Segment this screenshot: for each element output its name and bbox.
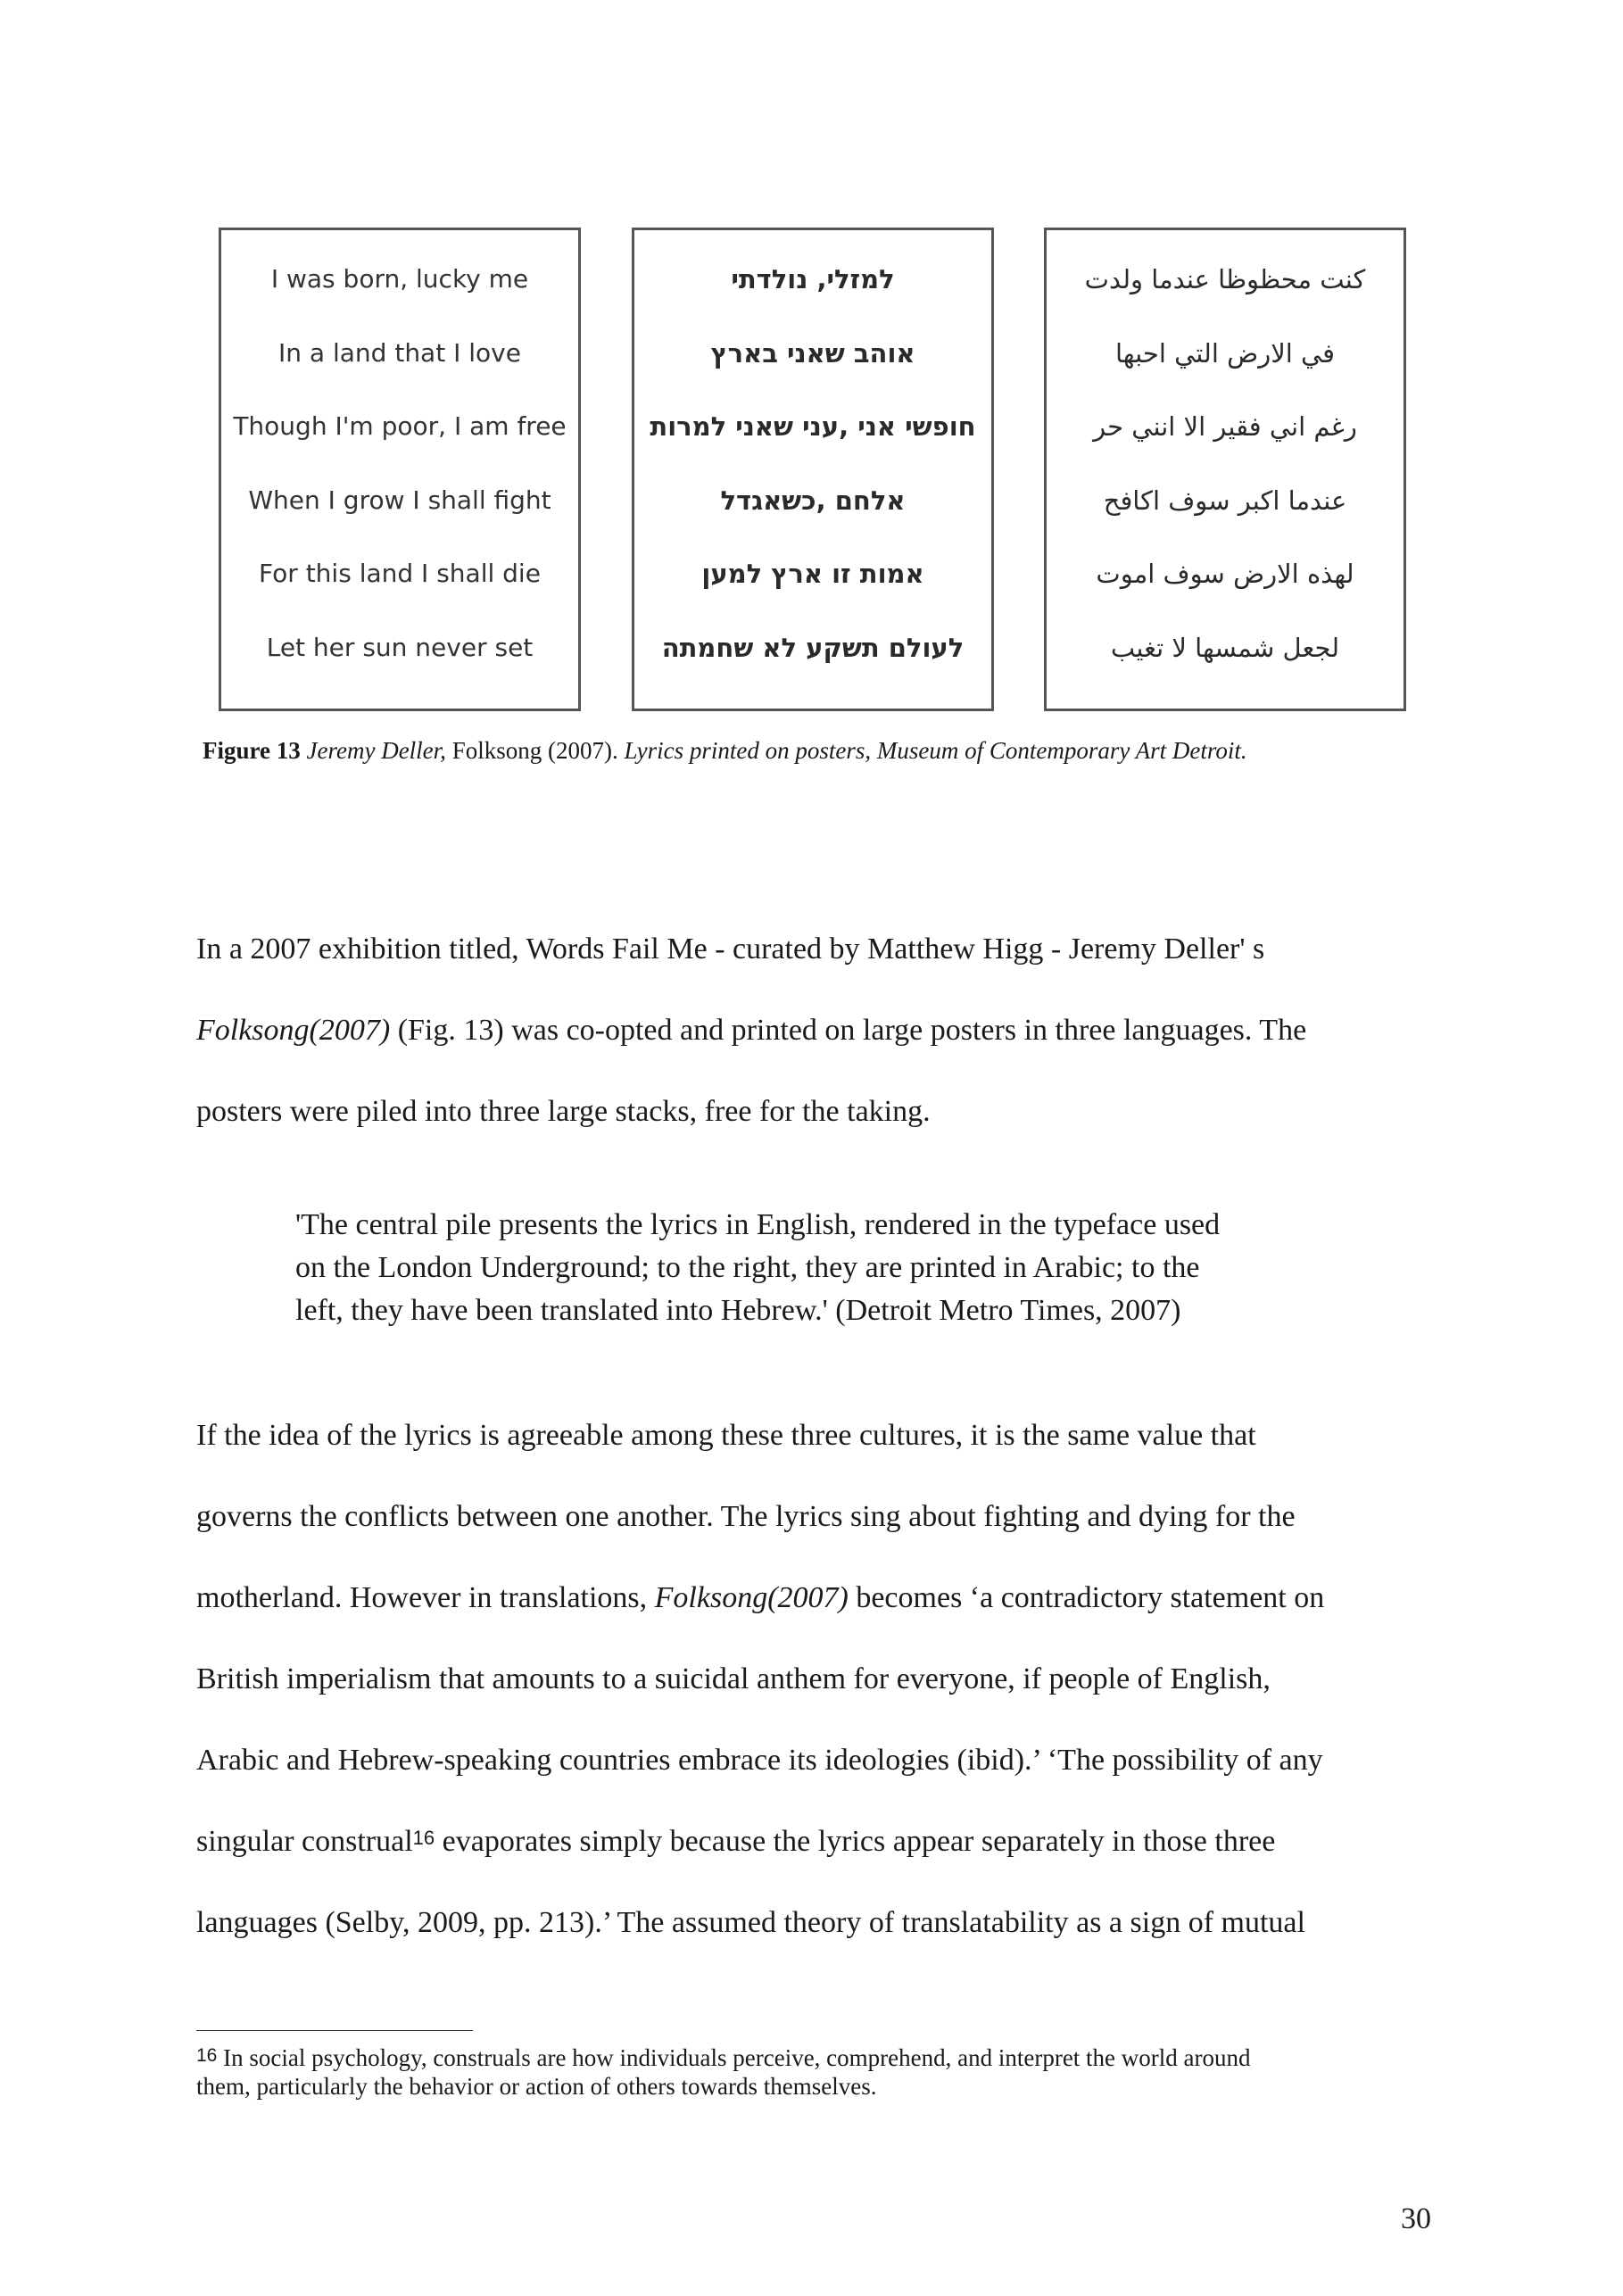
lyric-line: كنت محظوظا عندما ولدت bbox=[1084, 264, 1366, 294]
figure-label: Figure 13 bbox=[203, 737, 301, 764]
lyric-line: لهذه الارض سوف اموت bbox=[1096, 559, 1354, 589]
text-line bbox=[196, 1013, 1445, 1094]
lyric-line: In a land that I love bbox=[278, 337, 521, 368]
text-line: languages (Selby, 2009, pp. 213).’ The assumed theory of translatability as a sign of mutual bbox=[196, 1906, 1305, 1939]
lyric-line: חופשי אני ,עני שאני למרות bbox=[650, 411, 976, 442]
text-line bbox=[196, 1580, 1445, 1662]
lyric-line: אלחם ,כשאגדל bbox=[720, 485, 906, 516]
lyric-line: I was born, lucky me bbox=[270, 264, 529, 294]
text-span: (Fig. 13) was co-opted and printed on large posters in three languages. The bbox=[390, 1014, 1307, 1047]
paragraph-intro bbox=[196, 932, 1445, 1175]
lyric-line: אוהב שאני בארץ bbox=[710, 337, 915, 369]
lyric-line: عندما اكبر سوف اكافح bbox=[1103, 485, 1347, 516]
quote-line: on the London Underground; to the right, they are printed in Arabic; to the bbox=[295, 1251, 1200, 1284]
figure-panel-hebrew bbox=[632, 228, 994, 711]
text-line: British imperialism that amounts to a suicidal anthem for everyone, if people of English, bbox=[196, 1662, 1271, 1695]
work-title: Folksong(2007) bbox=[196, 1014, 391, 1047]
text-line bbox=[196, 1824, 1445, 1905]
text-line: If the idea of the lyrics is agreeable among these three cultures, it is the same value that bbox=[196, 1419, 1256, 1452]
figure-panel-arabic bbox=[1044, 228, 1406, 711]
footnote-line: them, particularly the behavior or action of others towards themselves. bbox=[196, 2073, 877, 2100]
lyric-line: When I grow I shall fight bbox=[248, 485, 551, 515]
text-line: In a 2007 exhibition titled, Words Fail Me - curated by Matthew Higg - Jeremy Deller' s bbox=[196, 932, 1265, 966]
lyric-line: אמות זו ארץ למען bbox=[701, 559, 924, 589]
block-quote bbox=[295, 1207, 1366, 1336]
lyric-line: For this land I shall die bbox=[259, 559, 541, 588]
quote-line: 'The central pile presents the lyrics in English, rendered in the typeface used bbox=[295, 1208, 1221, 1241]
footnote-divider bbox=[196, 2030, 473, 2031]
footnote bbox=[196, 2043, 1445, 2101]
caption-work: Folksong (2007). bbox=[445, 737, 618, 764]
text-span: becomes ‘a contradictory statement on bbox=[848, 1581, 1325, 1614]
text-line: Arabic and Hebrew-speaking countries embrace its ideologies (ibid).’ ‘The possibility of any bbox=[196, 1744, 1323, 1777]
caption-artist: Jeremy Deller, bbox=[300, 737, 446, 764]
paragraph-analysis bbox=[196, 1418, 1445, 1986]
footnote-line bbox=[196, 2043, 1445, 2072]
text-span: motherland. However in translations, bbox=[196, 1581, 655, 1614]
lyric-line: رغم اني فقير الا انني حر bbox=[1093, 411, 1357, 442]
caption-description: Lyrics printed on posters, Museum of Contemporary Art Detroit. bbox=[617, 737, 1247, 764]
figure-caption bbox=[203, 737, 1452, 765]
page-number: 30 bbox=[1401, 2202, 1431, 2235]
lyric-line: Though I'm poor, I am free bbox=[233, 411, 567, 441]
footnote-reference[interactable]: 16 bbox=[412, 1827, 435, 1849]
quote-line: left, they have been translated into Hebrew.' (Detroit Metro Times, 2007) bbox=[295, 1294, 1181, 1327]
text-span: singular construal bbox=[196, 1825, 413, 1858]
lyric-line: لجعل شمسها لا تغيب bbox=[1110, 632, 1340, 663]
text-line: posters were piled into three large stacks, free for the taking. bbox=[196, 1095, 931, 1128]
lyric-line: לעולם תשקע לא שחמתה bbox=[661, 632, 965, 663]
work-title: Folksong(2007) bbox=[654, 1581, 849, 1614]
lyric-line: في الارض التي احبها bbox=[1114, 337, 1336, 369]
text-line: governs the conflicts between one another. The lyrics sing about fighting and dying for the bbox=[196, 1500, 1296, 1533]
lyric-line: למזלי, נולדתי bbox=[731, 264, 895, 294]
text-span: evaporates simply because the lyrics appear separately in those three bbox=[435, 1825, 1276, 1858]
footnote-number: 16 bbox=[196, 2045, 218, 2066]
text-span: In social psychology, construals are how individuals perceive, comprehend, and interpret the world around bbox=[217, 2044, 1251, 2071]
lyric-line: Let her sun never set bbox=[266, 632, 534, 662]
figure-panel-english bbox=[219, 228, 581, 711]
